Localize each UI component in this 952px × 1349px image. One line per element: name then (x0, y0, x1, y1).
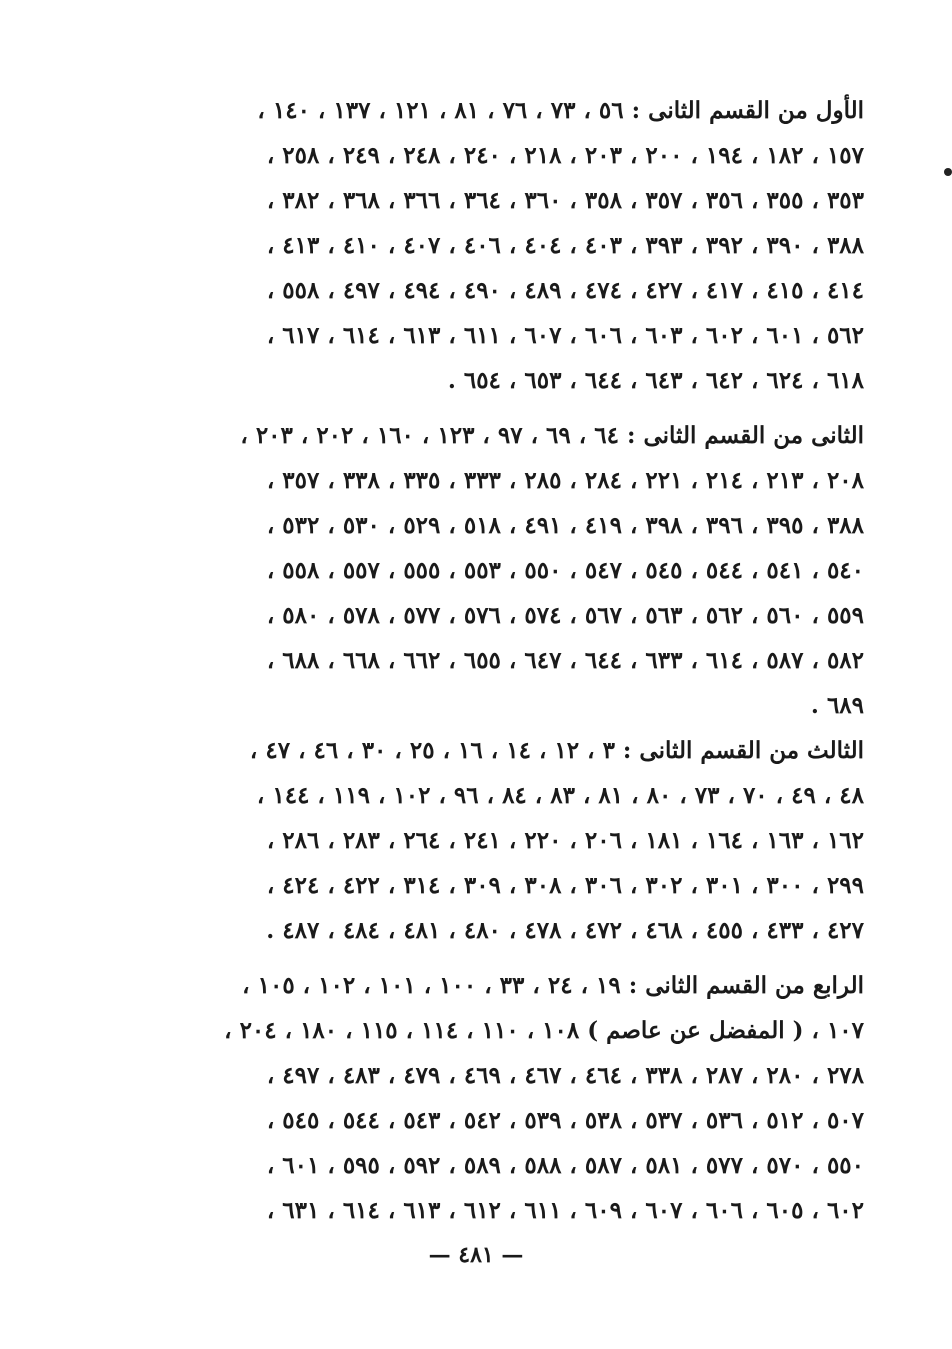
text-line: ٣٥٣ ، ٣٥٥ ، ٣٥٦ ، ٣٥٧ ، ٣٥٨ ، ٣٦٠ ، ٣٦٤ ، ٣٦٦ ، ٣٦٨ ، ٣٨٢ ، (266, 187, 864, 214)
text-line: ٦١٨ ، ٦٢٤ ، ٦٤٢ ، ٦٤٣ ، ٦٤٤ ، ٦٥٣ ، ٦٥٤ . (447, 367, 864, 394)
text-line: ٥٨٢ ، ٥٨٧ ، ٦١٤ ، ٦٣٣ ، ٦٤٤ ، ٦٤٧ ، ٦٥٥ ، ٦٦٢ ، ٦٦٨ ، ٦٨٨ ، (266, 647, 864, 674)
section-third (92, 728, 864, 953)
text-line: ١٥٧ ، ١٨٢ ، ١٩٤ ، ٢٠٠ ، ٢٠٣ ، ٢١٨ ، ٢٤٠ ، ٢٤٨ ، ٢٤٩ ، ٢٥٨ ، (266, 142, 864, 169)
section-fourth (92, 963, 864, 1233)
text-line: ٥٥٩ ، ٥٦٠ ، ٥٦٢ ، ٥٦٣ ، ٥٦٧ ، ٥٧٤ ، ٥٧٦ ، ٥٧٧ ، ٥٧٨ ، ٥٨٠ ، (266, 602, 864, 629)
page-number: — ٤٨١ — (428, 1242, 524, 1268)
text-line: ٤١٤ ، ٤١٥ ، ٤١٧ ، ٤٢٧ ، ٤٧٤ ، ٤٨٩ ، ٤٩٠ ، ٤٩٤ ، ٤٩٧ ، ٥٥٨ ، (266, 277, 864, 304)
text-line: الثالث من القسم الثانى : ٣ ، ١٢ ، ١٤ ، ١٦ ، ٢٥ ، ٣٠ ، ٤٦ ، ٤٧ ، (249, 737, 864, 764)
section-first (92, 88, 864, 403)
text-line: ٢٠٨ ، ٢١٣ ، ٢١٤ ، ٢٢١ ، ٢٨٤ ، ٢٨٥ ، ٣٣٣ ، ٣٣٥ ، ٣٣٨ ، ٣٥٧ ، (266, 467, 864, 494)
margin-dot-mark (944, 168, 952, 176)
text-line: ٣٨٨ ، ٣٩٠ ، ٣٩٢ ، ٣٩٣ ، ٤٠٣ ، ٤٠٤ ، ٤٠٦ ، ٤٠٧ ، ٤١٠ ، ٤١٣ ، (266, 232, 864, 259)
section-second (92, 413, 864, 728)
text-line: الثانى من القسم الثانى : ٦٤ ، ٦٩ ، ٩٧ ، ١٢٣ ، ١٦٠ ، ٢٠٢ ، ٢٠٣ ، (240, 422, 864, 449)
text-line: ١٦٢ ، ١٦٣ ، ١٦٤ ، ١٨١ ، ٢٠٦ ، ٢٢٠ ، ٢٤١ ، ٢٦٤ ، ٢٨٣ ، ٢٨٦ ، (266, 827, 864, 854)
text-line: ٢٧٨ ، ٢٨٠ ، ٢٨٧ ، ٣٣٨ ، ٤٦٤ ، ٤٦٧ ، ٤٦٩ ، ٤٧٩ ، ٤٨٣ ، ٤٩٧ ، (266, 1062, 864, 1089)
text-line: الأول من القسم الثانى : ٥٦ ، ٧٣ ، ٧٦ ، ٨١ ، ١٢١ ، ١٣٧ ، ١٤٠ ، (257, 97, 864, 124)
text-line: ٥٠٧ ، ٥١٢ ، ٥٣٦ ، ٥٣٧ ، ٥٣٨ ، ٥٣٩ ، ٥٤٢ ، ٥٤٣ ، ٥٤٤ ، ٥٤٥ ، (266, 1107, 864, 1134)
text-line: ٦٨٩ . (810, 692, 864, 719)
text-line: ٢٩٩ ، ٣٠٠ ، ٣٠١ ، ٣٠٢ ، ٣٠٦ ، ٣٠٨ ، ٣٠٩ ، ٣١٤ ، ٤٢٢ ، ٤٢٤ ، (266, 872, 864, 899)
text-line: ٥٤٠ ، ٥٤١ ، ٥٤٤ ، ٥٤٥ ، ٥٤٧ ، ٥٥٠ ، ٥٥٣ ، ٥٥٥ ، ٥٥٧ ، ٥٥٨ ، (266, 557, 864, 584)
text-line: ٤٨ ، ٤٩ ، ٧٠ ، ٧٣ ، ٨٠ ، ٨١ ، ٨٣ ، ٨٤ ، ٩٦ ، ١٠٢ ، ١١٩ ، ١٤٤ ، (256, 782, 864, 809)
text-line: ٦٠٢ ، ٦٠٥ ، ٦٠٦ ، ٦٠٧ ، ٦٠٩ ، ٦١١ ، ٦١٢ ، ٦١٣ ، ٦١٤ ، ٦٣١ ، (266, 1197, 864, 1224)
text-line: ١٠٧ ، ( المفضل عن عاصم ) ١٠٨ ، ١١٠ ، ١١٤ ، ١١٥ ، ١٨٠ ، ٢٠٤ ، (224, 1017, 864, 1044)
text-line: ٥٥٠ ، ٥٧٠ ، ٥٧٧ ، ٥٨١ ، ٥٨٧ ، ٥٨٨ ، ٥٨٩ ، ٥٩٢ ، ٥٩٥ ، ٦٠١ ، (266, 1152, 864, 1179)
text-line: الرابع من القسم الثانى : ١٩ ، ٢٤ ، ٣٣ ، ١٠٠ ، ١٠١ ، ١٠٢ ، ١٠٥ ، (242, 972, 864, 999)
text-line: ٣٨٨ ، ٣٩٥ ، ٣٩٦ ، ٣٩٨ ، ٤١٩ ، ٤٩١ ، ٥١٨ ، ٥٢٩ ، ٥٣٠ ، ٥٣٢ ، (266, 512, 864, 539)
text-line: ٤٢٧ ، ٤٣٣ ، ٤٥٥ ، ٤٦٨ ، ٤٧٢ ، ٤٧٨ ، ٤٨٠ ، ٤٨١ ، ٤٨٤ ، ٤٨٧ . (266, 917, 864, 944)
text-line: ٥٦٢ ، ٦٠١ ، ٦٠٢ ، ٦٠٣ ، ٦٠٦ ، ٦٠٧ ، ٦١١ ، ٦١٣ ، ٦١٤ ، ٦١٧ ، (266, 322, 864, 349)
